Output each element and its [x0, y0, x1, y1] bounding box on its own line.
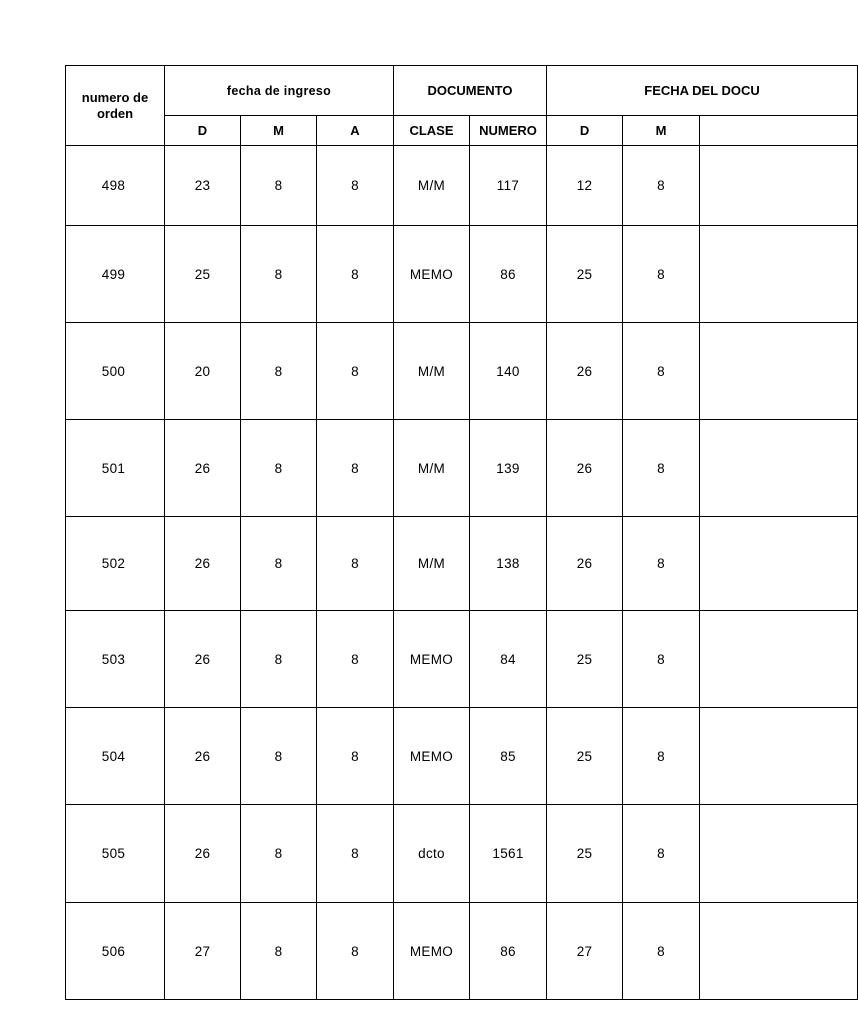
cell-orden: 501: [66, 420, 165, 517]
subheader-clase: CLASE: [394, 116, 470, 146]
cell-month: 8: [241, 903, 317, 1000]
cell-doc-year: [700, 146, 858, 226]
cell-doc-year: [700, 708, 858, 805]
cell-numero: 138: [470, 517, 547, 611]
subheader-numero: NUMERO: [470, 116, 547, 146]
cell-clase: M/M: [394, 420, 470, 517]
cell-day: 26: [165, 708, 241, 805]
header-order-line2: orden: [96, 105, 134, 121]
cell-doc-year: [700, 420, 858, 517]
table-header: [66, 66, 858, 146]
cell-year: 8: [317, 226, 394, 323]
cell-year: 8: [317, 420, 394, 517]
cell-doc-year: [700, 226, 858, 323]
cell-doc-year: [700, 805, 858, 903]
cell-month: 8: [241, 420, 317, 517]
cell-orden: 502: [66, 517, 165, 611]
cell-month: 8: [241, 517, 317, 611]
subheader-month: M: [241, 116, 317, 146]
cell-doc-day: 27: [547, 903, 623, 1000]
cell-month: 8: [241, 146, 317, 226]
cell-numero: 1561: [470, 805, 547, 903]
cell-doc-month: 8: [623, 708, 700, 805]
table-row: [66, 903, 858, 1000]
table-row: [66, 420, 858, 517]
cell-numero: 86: [470, 903, 547, 1000]
cell-orden: 503: [66, 611, 165, 708]
cell-orden: 504: [66, 708, 165, 805]
cell-doc-day: 25: [547, 226, 623, 323]
cell-clase: MEMO: [394, 226, 470, 323]
registry-table: [65, 65, 858, 1000]
cell-orden: 500: [66, 323, 165, 420]
cell-orden: 499: [66, 226, 165, 323]
table-row: [66, 146, 858, 226]
cell-year: 8: [317, 903, 394, 1000]
cell-year: 8: [317, 805, 394, 903]
subheader-year: A: [317, 116, 394, 146]
cell-clase: M/M: [394, 517, 470, 611]
cell-doc-month: 8: [623, 903, 700, 1000]
cell-doc-year: [700, 611, 858, 708]
cell-clase: MEMO: [394, 708, 470, 805]
subheader-doc-day: D: [547, 116, 623, 146]
cell-doc-month: 8: [623, 226, 700, 323]
cell-numero: 84: [470, 611, 547, 708]
subheader-doc-month: M: [623, 116, 700, 146]
cell-clase: M/M: [394, 146, 470, 226]
cell-month: 8: [241, 611, 317, 708]
cell-day: 26: [165, 420, 241, 517]
header-fecha-ingreso: fecha de ingreso: [165, 66, 394, 116]
cell-month: 8: [241, 323, 317, 420]
cell-doc-day: 12: [547, 146, 623, 226]
cell-doc-year: [700, 517, 858, 611]
cell-doc-month: 8: [623, 517, 700, 611]
cell-numero: 140: [470, 323, 547, 420]
cell-month: 8: [241, 226, 317, 323]
table-row: [66, 323, 858, 420]
cell-day: 25: [165, 226, 241, 323]
cell-year: 8: [317, 323, 394, 420]
cell-day: 26: [165, 611, 241, 708]
cell-clase: MEMO: [394, 611, 470, 708]
header-order-line1: numero de: [81, 89, 149, 105]
header-documento: DOCUMENTO: [394, 66, 547, 116]
cell-orden: 498: [66, 146, 165, 226]
cell-year: 8: [317, 611, 394, 708]
cell-doc-month: 8: [623, 805, 700, 903]
cell-year: 8: [317, 517, 394, 611]
table-row: [66, 708, 858, 805]
cell-doc-day: 25: [547, 805, 623, 903]
cell-day: 23: [165, 146, 241, 226]
table-row: [66, 611, 858, 708]
cell-month: 8: [241, 805, 317, 903]
table-row: [66, 517, 858, 611]
header-order-number: [66, 66, 165, 146]
cell-numero: 85: [470, 708, 547, 805]
cell-orden: 505: [66, 805, 165, 903]
cell-doc-day: 25: [547, 611, 623, 708]
cell-day: 26: [165, 517, 241, 611]
cell-doc-year: [700, 323, 858, 420]
cell-doc-day: 26: [547, 517, 623, 611]
cell-numero: 117: [470, 146, 547, 226]
cell-doc-day: 26: [547, 323, 623, 420]
cell-numero: 139: [470, 420, 547, 517]
cell-numero: 86: [470, 226, 547, 323]
header-row-main: [66, 66, 858, 116]
cell-clase: MEMO: [394, 903, 470, 1000]
cell-clase: dcto: [394, 805, 470, 903]
table-row: [66, 805, 858, 903]
cell-year: 8: [317, 708, 394, 805]
cell-day: 20: [165, 323, 241, 420]
cell-doc-day: 25: [547, 708, 623, 805]
subheader-day: D: [165, 116, 241, 146]
subheader-doc-year: [700, 116, 858, 146]
cell-doc-day: 26: [547, 420, 623, 517]
cell-doc-month: 8: [623, 420, 700, 517]
table-body: [66, 146, 858, 1000]
cell-doc-month: 8: [623, 611, 700, 708]
cell-day: 26: [165, 805, 241, 903]
cell-doc-year: [700, 903, 858, 1000]
cell-doc-month: 8: [623, 146, 700, 226]
cell-day: 27: [165, 903, 241, 1000]
cell-clase: M/M: [394, 323, 470, 420]
cell-doc-month: 8: [623, 323, 700, 420]
header-fecha-documento: FECHA DEL DOCU: [547, 66, 858, 116]
cell-month: 8: [241, 708, 317, 805]
cell-orden: 506: [66, 903, 165, 1000]
header-row-sub: [66, 116, 858, 146]
cell-year: 8: [317, 146, 394, 226]
table-row: [66, 226, 858, 323]
